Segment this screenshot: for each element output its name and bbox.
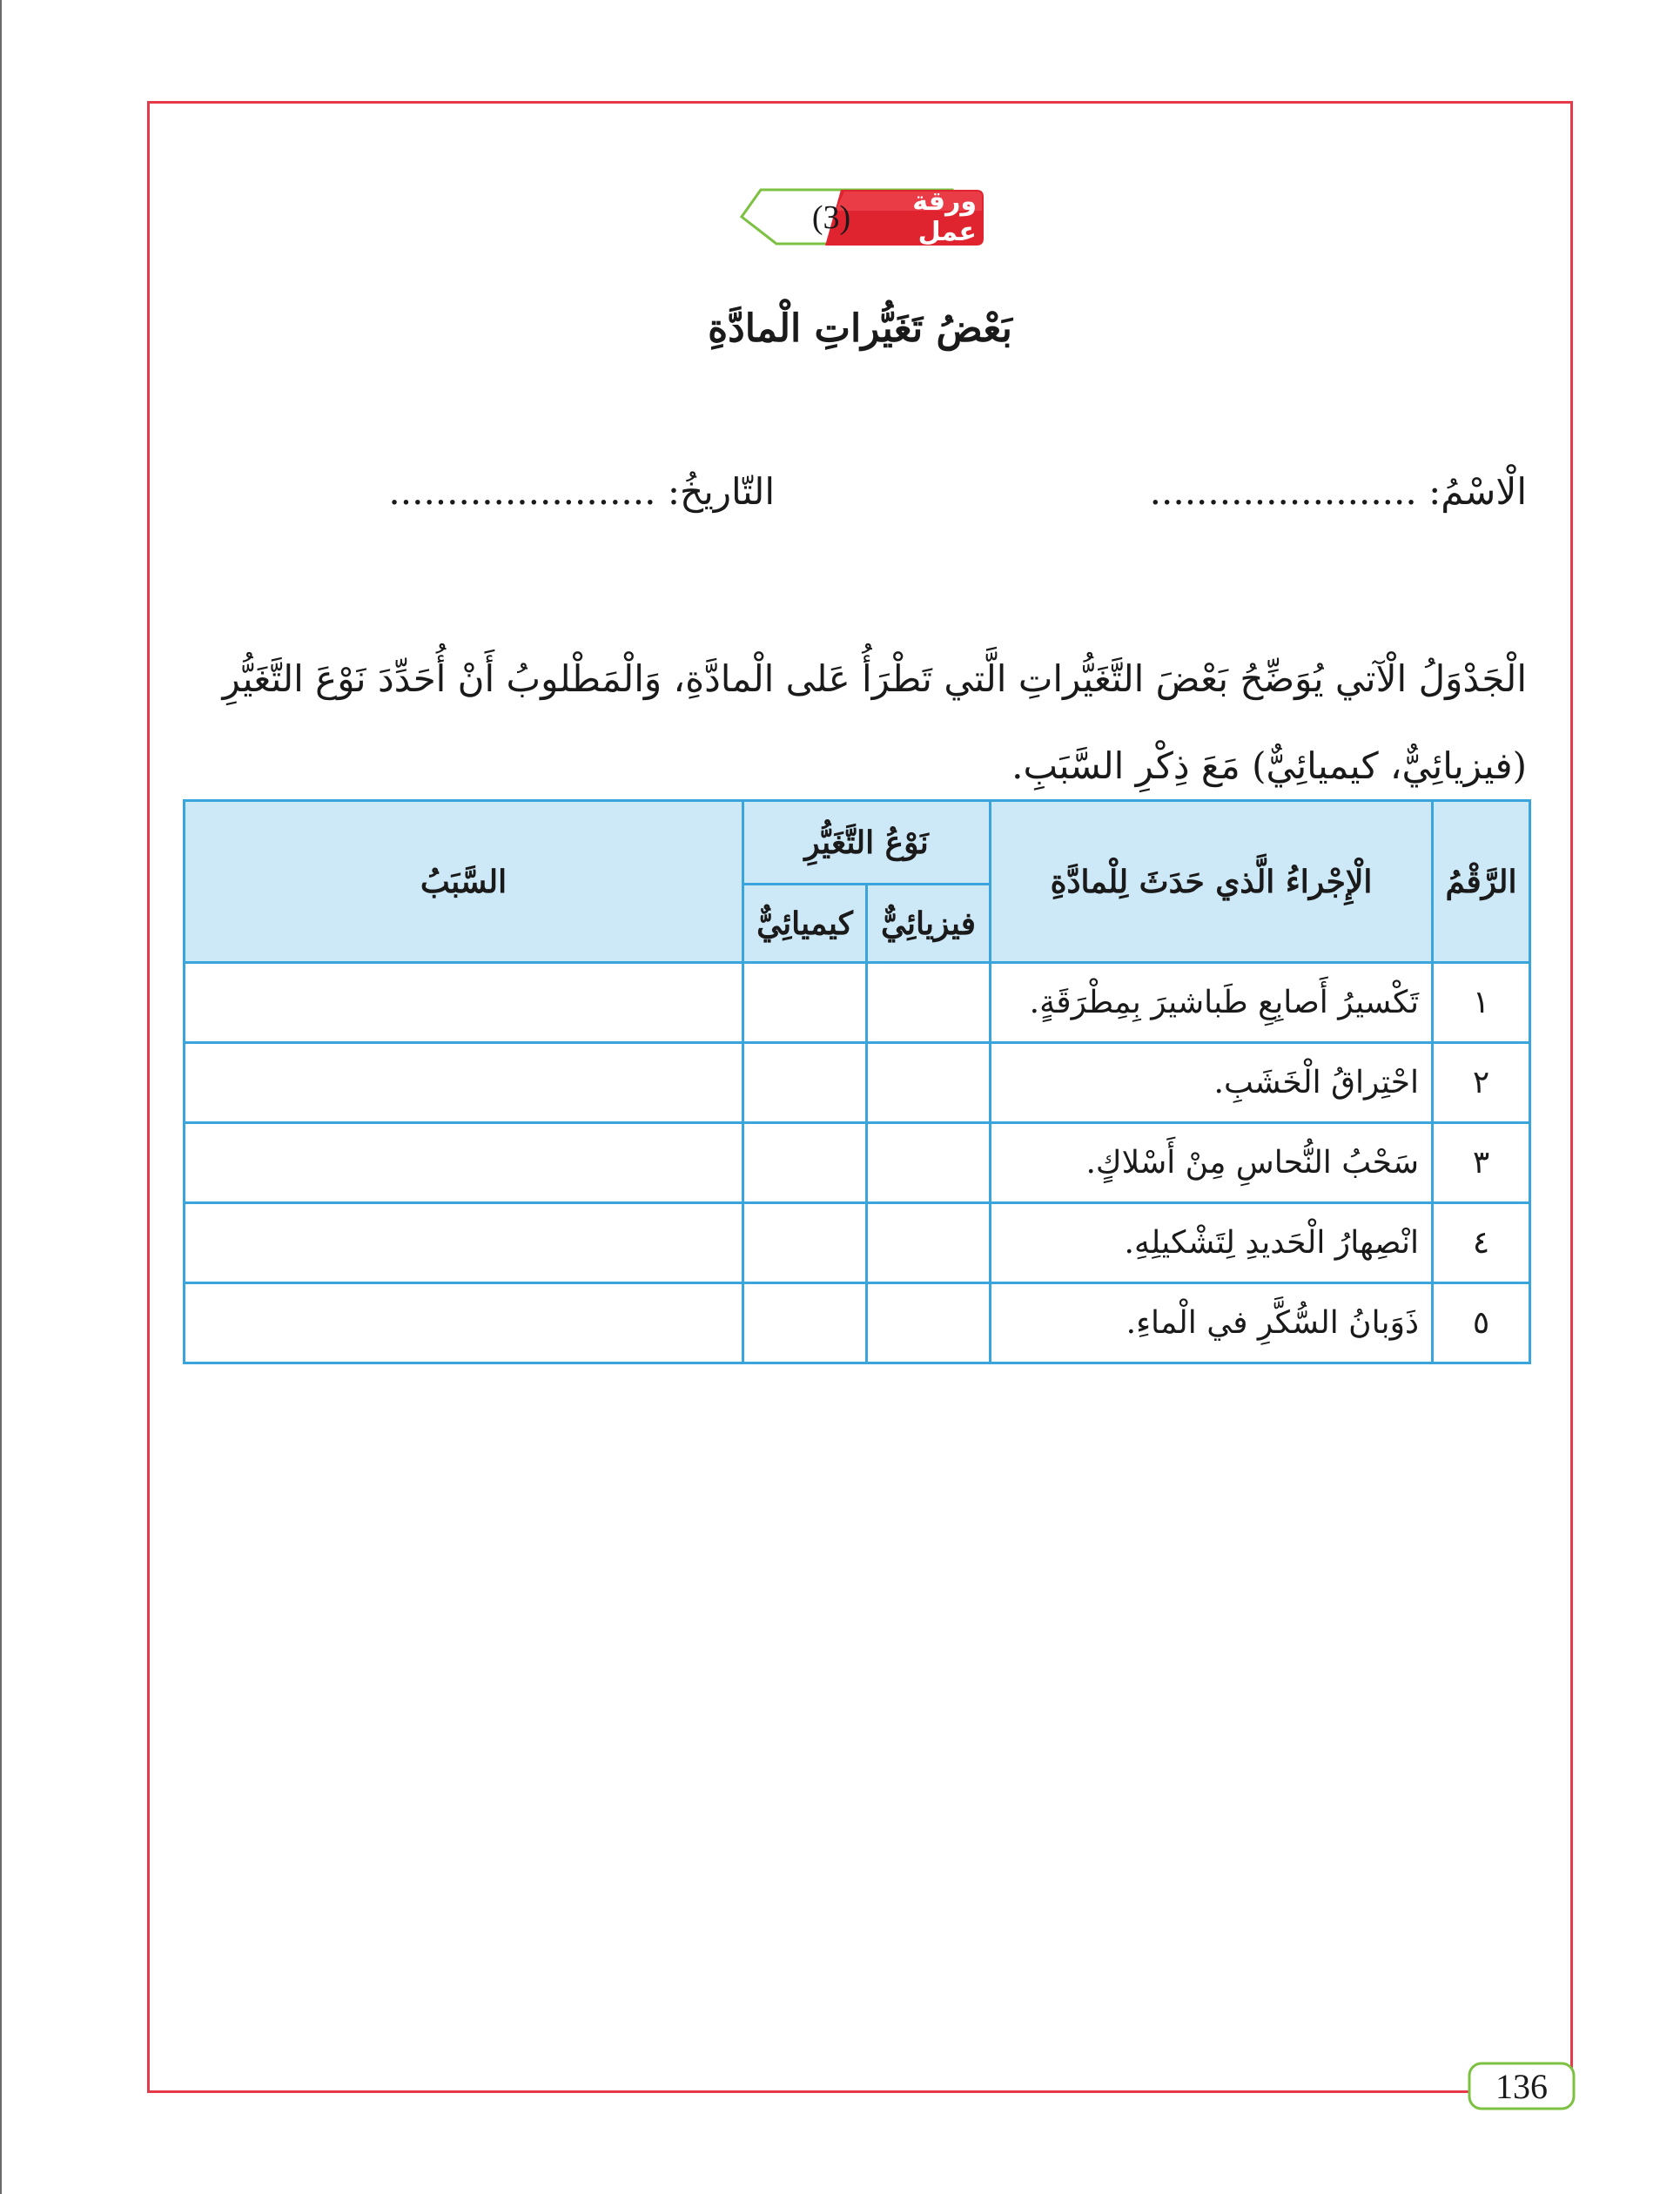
header-procedure: الْإِجْراءُ الَّذي حَدَثَ لِلْمادَّةِ xyxy=(991,801,1433,963)
row-procedure: ذَوَبانُ السُّكَّرِ في الْماءِ. xyxy=(991,1283,1433,1363)
physical-cell[interactable] xyxy=(867,963,991,1043)
header-change-type: نَوْعُ التَّغَيُّرِ xyxy=(743,801,991,885)
row-procedure: تَكْسيرُ أَصابِعِ طَباشيرَ بِمِطْرَقَةٍ. xyxy=(991,963,1433,1043)
reason-cell[interactable] xyxy=(185,963,743,1043)
chemical-cell[interactable] xyxy=(743,963,867,1043)
header-number: الرَّقْمُ xyxy=(1433,801,1530,963)
row-procedure: سَحْبُ النُّحاسِ مِنْ أَسْلاكٍ. xyxy=(991,1123,1433,1203)
physical-cell[interactable] xyxy=(867,1203,991,1283)
table-row xyxy=(185,963,1530,1043)
badge-number: (3) xyxy=(811,199,851,236)
page-edge xyxy=(0,0,2,2194)
chemical-cell[interactable] xyxy=(743,1123,867,1203)
table-row xyxy=(185,1283,1530,1363)
table-row xyxy=(185,1203,1530,1283)
header-chemical: كيميائِيٌّ xyxy=(743,885,867,963)
row-number: ٥ xyxy=(1433,1283,1530,1363)
reason-cell[interactable] xyxy=(185,1123,743,1203)
reason-cell[interactable] xyxy=(185,1043,743,1123)
header-physical: فيزيائِيٌّ xyxy=(867,885,991,963)
changes-table xyxy=(183,799,1531,1364)
physical-cell[interactable] xyxy=(867,1043,991,1123)
worksheet-badge xyxy=(735,185,987,254)
chemical-cell[interactable] xyxy=(743,1283,867,1363)
chemical-cell[interactable] xyxy=(743,1203,867,1283)
page-number xyxy=(1468,2062,1576,2110)
date-field: التّاريخُ: ....................... xyxy=(388,470,775,513)
row-number: ٢ xyxy=(1433,1043,1530,1123)
table-row xyxy=(185,1043,1530,1123)
header-reason: السَّبَبُ xyxy=(185,801,743,963)
row-procedure: انْصِهارُ الْحَديدِ لِتَشْكيلِهِ. xyxy=(991,1203,1433,1283)
page-title: بَعْضُ تَغَيُّراتِ الْمادَّةِ xyxy=(708,306,1012,351)
reason-cell[interactable] xyxy=(185,1203,743,1283)
badge-label: ورقة عمل xyxy=(912,186,977,247)
chemical-cell[interactable] xyxy=(743,1043,867,1123)
name-field: الْاسْمُ: ....................... xyxy=(1149,470,1527,513)
table-row xyxy=(185,1123,1530,1203)
row-number: ١ xyxy=(1433,963,1530,1043)
row-number: ٣ xyxy=(1433,1123,1530,1203)
page-number-text: 136 xyxy=(1495,2066,1548,2106)
reason-cell[interactable] xyxy=(185,1283,743,1363)
physical-cell[interactable] xyxy=(867,1123,991,1203)
row-procedure: احْتِراقُ الْخَشَبِ. xyxy=(991,1043,1433,1123)
row-number: ٤ xyxy=(1433,1203,1530,1283)
physical-cell[interactable] xyxy=(867,1283,991,1363)
instructions-text: الْجَدْوَلُ الْآتي يُوَضِّحُ بَعْضَ التَّغَيُّراتِ الَّتي تَطْرَأُ عَلى الْمادَّةِ، وَالْمَطْلوبُ أَنْ أُحَدِّدَ نَوْعَ التَّغَيُّرِ (فيزيائِيٌّ، كيميائِيٌّ) مَعَ ذِكْرِ السَّبَبِ. xyxy=(222,657,1527,787)
